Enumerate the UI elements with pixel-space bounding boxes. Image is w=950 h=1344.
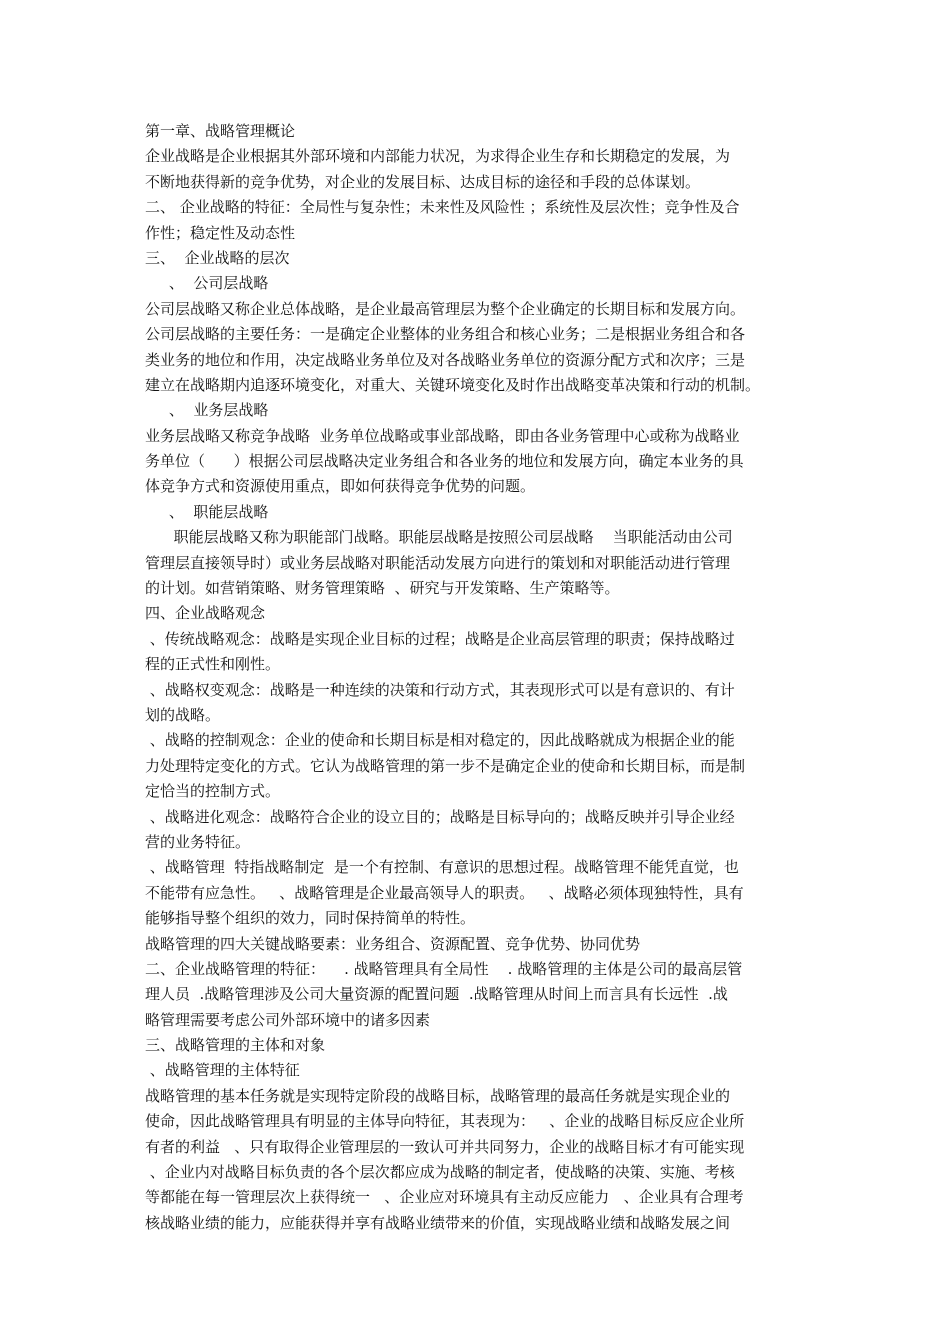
text-line: 战略管理的基本任务就是实现特定阶段的战略目标，战略管理的最高任务就是实现企业的 (145, 1086, 731, 1105)
text-line: 营的业务特征。 (145, 832, 251, 851)
text-line: 作性；稳定性及动态性 (145, 223, 296, 242)
text-line: 不能带有应急性。 、战略管理是企业最高领导人的职责。 、战略必须体现独特性，具有 (145, 883, 744, 902)
text-line: 建立在战略期内追逐环境变化，对重大、关键环境变化及时作出战略变革决策和行动的机制。 (145, 375, 761, 394)
text-line: 核战略业绩的能力，应能获得并享有战略业绩带来的价值，实现战略业绩和战略发展之间 (145, 1213, 731, 1232)
text-line: 战略管理的四大关键战略要素：业务组合、资源配置、竞争优势、协同优势 (145, 934, 641, 953)
text-line: 略管理需要考虑公司外部环境中的诸多因素 (145, 1010, 431, 1029)
text-line: 能够指导整个组织的效力，同时保持简单的特性。 (145, 909, 476, 928)
text-line: 类业务的地位和作用，决定战略业务单位及对各战略业务单位的资源分配方式和次序；三是 (145, 350, 746, 369)
text-line: 、战略管理 特指战略制定 是一个有控制、有意识的思想过程。战略管理不能凭直觉，也 (145, 858, 739, 877)
text-line: 管理层直接领导时）或业务层战略对职能活动发展方向进行的策划和对职能活动进行管理 (145, 553, 731, 572)
section-heading: 二、 企业战略的特征：全局性与复杂性；未来性及风险性 ；系统性及层次性；竞争性及合 (145, 198, 740, 217)
subsection-heading: 、 公司层战略 (145, 274, 269, 293)
section-heading: 三、 企业战略的层次 (145, 248, 290, 267)
text-line: 力处理特定变化的方式。它认为战略管理的第一步不是确定企业的使命和长期目标，而是制 (145, 756, 746, 775)
text-line: 务单位（ ）根据公司层战略决定业务组合和各业务的地位和发展方向，确定本业务的具 (145, 452, 744, 471)
text-line: 、战略的控制观念：企业的使命和长期目标是相对稳定的，因此战略就成为根据企业的能 (145, 731, 735, 750)
subsection-heading: 、 业务层战略 (145, 401, 269, 420)
text-line: 使命，因此战略管理具有明显的主体导向特征，其表现为： 、企业的战略目标反应企业所 (145, 1112, 745, 1131)
chapter-title: 第一章、战略管理概论 (145, 122, 296, 140)
text-line: 定恰当的控制方式。 (145, 782, 281, 801)
text-line: 体竞争方式和资源使用重点，即如何获得竞争优势的问题。 (145, 477, 536, 496)
subsection-heading: 、战略管理的主体特征 (145, 1061, 300, 1080)
text-line: 公司层战略又称企业总体战略，是企业最高管理层为整个企业确定的长期目标和发展方向。 (145, 299, 746, 318)
text-line: 业务层战略又称竞争战略 业务单位战略或事业部战略，即由各业务管理中心或称为战略业 (145, 426, 740, 445)
text-line: 等都能在每一管理层次上获得统一 、企业应对环境具有主动反应能力 、企业具有合理考 (145, 1188, 744, 1207)
subsection-heading: 、 职能层战略 (145, 502, 269, 521)
section-heading: 二、企业战略管理的特征： . 战略管理具有全局性 . 战略管理的主体是公司的最高层管 (145, 959, 743, 978)
text-line: 有者的利益 、只有取得企业管理层的一致认可并共同努力，企业的战略目标才有可能实现 (145, 1137, 745, 1156)
text-line: 不断地获得新的竞争优势，对企业的发展目标、达成目标的途径和手段的总体谋划。 (145, 172, 701, 191)
section-heading: 四、企业战略观念 (145, 604, 266, 623)
text-line: 、企业内对战略目标负责的各个层次都应成为战略的制定者，使战略的决策、实施、考核 (145, 1163, 735, 1182)
document-body (145, 119, 811, 1236)
text-line: 职能层战略又称为职能部门战略。职能层战略是按照公司层战略 当职能活动由公司 (145, 528, 733, 547)
text-line: 、传统战略观念：战略是实现企业目标的过程；战略是企业高层管理的职责；保持战略过 (145, 629, 735, 648)
text-line: 企业战略是企业根据其外部环境和内部能力状况，为求得企业生存和长期稳定的发展，为 (145, 147, 731, 166)
text-line: 、战略权变观念：战略是一种连续的决策和行动方式，其表现形式可以是有意识的、有计 (145, 680, 735, 699)
text-line: 、战略进化观念：战略符合企业的设立目的；战略是目标导向的；战略反映并引导企业经 (145, 807, 735, 826)
text-line: 公司层战略的主要任务：一是确定企业整体的业务组合和核心业务；二是根据业务组合和各 (145, 325, 746, 344)
text-line: 程的正式性和刚性。 (145, 655, 281, 674)
text-line: 理人员 .战略管理涉及公司大量资源的配置问题 .战略管理从时间上而言具有长远性 .战 (145, 985, 728, 1004)
text-line: 的计划。如营销策略、财务管理策略 、研究与开发策略、生产策略等。 (145, 579, 620, 598)
section-heading: 三、战略管理的主体和对象 (145, 1036, 326, 1055)
text-line: 划的战略。 (145, 705, 221, 724)
